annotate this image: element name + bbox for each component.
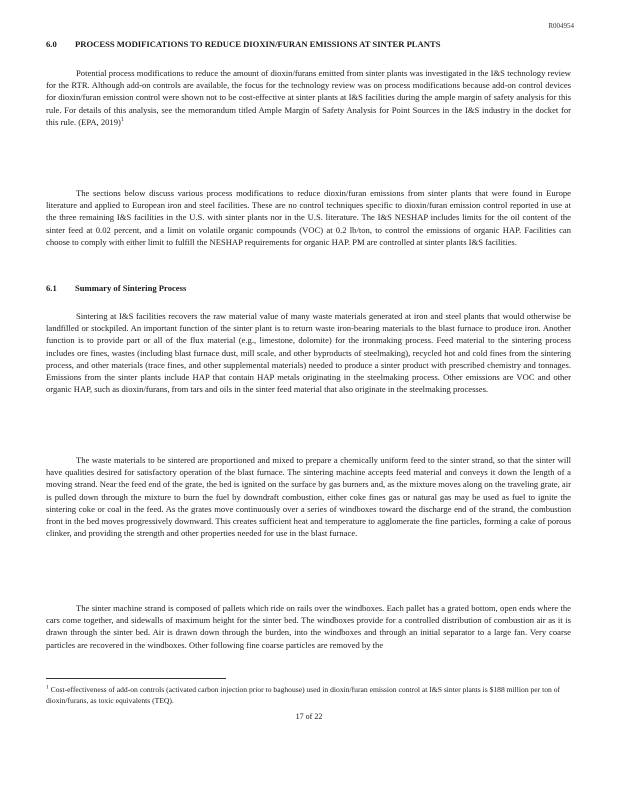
section-heading-6 [46, 38, 571, 51]
paragraph: The sections below discuss various process modifications to reduce dioxin/furan emissions from sinter plants that were found in Europe literature and applied to European iron and steel facilities. These are no control techniques specific to dioxin/furan emission control reported in use at the three remaining I&S facilities in the U.S. with sinter plants nor in the U.S. literature. The I&S NESHAP includes limits for the oil content of the sinter feed at 0.02 percent, and a limit on volatile organic compounds (VOC) at 0.2 lb/ton, to control the emissions of organic HAP. Facilities can choose to comply with either limit to fulfill the NESHAP requirements for organic HAP. PM are controlled at sinter plants I&S facilities. [46, 188, 571, 247]
section-title: PROCESS MODIFICATIONS TO REDUCE DIOXIN/FURAN EMISSIONS AT SINTER PLANTS [75, 39, 441, 49]
section-title: Summary of Sintering Process [75, 283, 187, 293]
section-number: 6.1 [46, 283, 57, 293]
footnote-marker: 1 [46, 684, 49, 691]
paragraph: The waste materials to be sintered are proportioned and mixed to prepare a chemically uniform feed to the sinter strand, so that the sinter will have qualities desired for satisfactory operation of the blast furnace. The sintering machine accepts feed material and conveys it down the length of a moving strand. Near the feed end of the grate, the bed is ignited on the surface by gas burners and, as the mixture moves along on the traveling grate, air is pulled down through the mixture to burn the fuel by downdraft combustion, either coke fines gas or natural gas may be used as fuel to ignite the sintering coke or coal in the feed. As the grates move continuously over a series of windboxes toward the discharge end of the strand, the combustion front in the bed moves progressively downward. This creates sufficient heat and temperature to agglomerate the fine particles, forming a cake of porous clinker, and providing the strength and other properties needed for use in the blast furnace. [46, 455, 571, 539]
paragraph: Potential process modifications to reduce the amount of dioxin/furans emitted from sinter plants was investigated in the I&S technology review for the RTR. Although add-on controls are available, the focus for the technology review was on process modifications because add-on control devices for dioxin/furan emission control were shown not to be cost-effective at sinter plants at I&S facilities during the ample margin of safety analysis for this rule. For details of this analysis, see the memorandum titled Ample Margin of Safety Analysis for Point Sources in the I&S industry in the docket for this rule. (EPA, 2019)$^1$ [46, 68, 571, 127]
paragraph: Sintering at I&S facilities recovers the raw material value of many waste materials generated at iron and steel plants that would otherwise be landfilled or stockpiled. An important function of the sinter plant is to return waste iron-bearing materials to the blast furnace to produce iron. Another function is to provide part or all of the flux material (e.g., limestone, dolomite) for the ironmaking process. Feed material to the sintering process includes ore fines, wastes (including blast furnace dust, mill scale, and other byproducts of steelmaking), recycled hot and cold fines from the sintering process, and other materials (trace fines, and other supplemental materials) needed to produce a sinter product with prescribed chemistry and tonnages. Emissions from the sinter plants include HAP that contain HAP metals originating in the steelmaking process. Other emissions are VOC and other organic HAP, such as dioxin/furans, from tars and oils in the sinter feed material that also originate in the steelmaking processes. [46, 311, 571, 395]
footnote-text: Cost-effectiveness of add-on controls (activated carbon injection prior to baghouse) used in dioxin/furan emission control at I&S sinter plants is $188 million per ton of dioxin/furans, as toxic equivalents (TEQ). [46, 685, 561, 705]
footnote [46, 684, 571, 706]
page-number: 17 of 22 [295, 712, 323, 721]
document-id: R004954 [548, 22, 574, 30]
section-heading-6-1 [46, 282, 571, 295]
section-number: 6.0 [46, 39, 57, 49]
paragraph: The sinter machine strand is composed of pallets which ride on rails over the windboxes. Each pallet has a grated bottom, open ends where the cars come together, and sidewalls of maximum height for the sinter bed. The windboxes provide for a controlled distribution of combustion air as it is drawn through the sinter bed. Air is drawn down through the burden, into the windboxes and through an initial separator to a large fan. Very coarse particles are recovered in the windboxes. Other following fine coarse particles are removed by the [46, 603, 571, 650]
footnote-divider [46, 678, 226, 679]
footnote-ref: 1 [120, 116, 124, 123]
